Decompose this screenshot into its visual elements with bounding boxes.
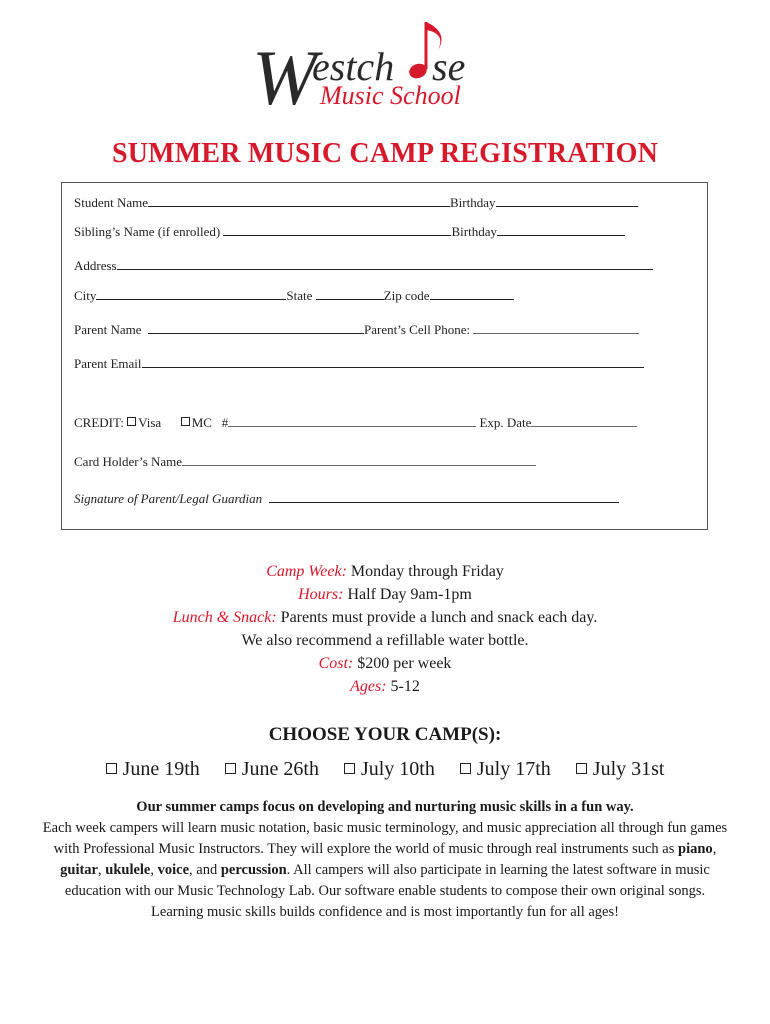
logo-w: W — [252, 34, 317, 112]
week-checkbox[interactable] — [344, 763, 355, 774]
logo-subtitle: Music School — [320, 81, 461, 110]
signature-label: Signature of Parent/Legal Guardian — [74, 491, 263, 506]
cost-label: Cost: — [318, 655, 354, 672]
instrument-voice: voice — [157, 862, 190, 878]
city-row — [74, 288, 514, 304]
camp-description — [40, 797, 730, 923]
zip-field[interactable] — [430, 288, 514, 300]
separator: , — [712, 841, 717, 857]
exp-date-label: Exp. Date — [479, 415, 532, 430]
credit-label: CREDIT: — [74, 415, 124, 430]
lunch-line — [0, 606, 770, 629]
choose-heading: CHOOSE YOUR CAMP(S): — [268, 724, 502, 745]
school-logo — [250, 12, 500, 112]
week-option[interactable] — [576, 758, 665, 781]
hours-label: Hours: — [298, 586, 344, 603]
parent-email-label: Parent Email — [74, 356, 142, 371]
camp-week-label: Camp Week: — [266, 563, 347, 580]
logo-graphic — [250, 12, 500, 112]
ages-value: 5-12 — [390, 678, 420, 695]
hours-value: Half Day 9am-1pm — [347, 586, 472, 603]
week-label: July 10th — [360, 758, 435, 780]
ages-label: Ages: — [350, 678, 387, 695]
state-field[interactable] — [316, 288, 384, 300]
signature-row — [74, 491, 619, 507]
description-body — [40, 818, 730, 923]
signature-field[interactable] — [269, 491, 619, 503]
week-options — [0, 758, 770, 781]
city-field[interactable] — [96, 288, 286, 300]
parent-cell-field[interactable] — [473, 322, 639, 334]
page-title: SUMMER MUSIC CAMP REGISTRATION — [111, 138, 659, 169]
birthday-label: Birthday — [450, 195, 496, 210]
birthday-field[interactable] — [496, 195, 638, 207]
week-checkbox[interactable] — [460, 763, 471, 774]
mc-label: MC — [191, 415, 212, 430]
lunch-label: Lunch & Snack: — [172, 609, 277, 626]
description-headline: Our summer camps focus on developing and nurturing music skills in a fun way. — [136, 799, 634, 815]
card-number-field[interactable] — [228, 415, 476, 427]
sibling-name-label: Sibling’s Name (if enrolled) — [74, 224, 221, 239]
registration-form — [61, 182, 708, 530]
instrument-ukulele: ukulele — [105, 862, 151, 878]
bottle-line: We also recommend a refillable water bottle. — [241, 632, 529, 649]
state-label: State — [286, 288, 313, 303]
hours-line — [0, 583, 770, 606]
week-checkbox[interactable] — [576, 763, 587, 774]
lunch-value: Parents must provide a lunch and snack each day. — [280, 609, 598, 626]
student-name-field[interactable] — [148, 195, 450, 207]
visa-checkbox[interactable] — [127, 417, 136, 426]
week-option[interactable] — [344, 758, 435, 781]
cost-line — [0, 652, 770, 675]
week-label: July 31st — [592, 758, 665, 780]
zip-label: Zip code — [383, 288, 430, 303]
parent-email-field[interactable] — [142, 356, 644, 368]
separator: , — [98, 862, 106, 878]
sibling-birthday-label: Birthday — [451, 224, 497, 239]
card-holder-field[interactable] — [182, 454, 536, 466]
logo-word-part2: se — [432, 44, 466, 89]
parent-name-field[interactable] — [148, 322, 364, 334]
camp-week-line — [0, 560, 770, 583]
camp-week-value: Monday through Friday — [350, 563, 504, 580]
student-row — [74, 195, 638, 211]
instrument-percussion: percussion — [220, 862, 287, 878]
card-holder-label: Card Holder’s Name — [74, 454, 183, 469]
week-label: June 26th — [241, 758, 319, 780]
week-option[interactable] — [225, 758, 319, 781]
week-option[interactable] — [460, 758, 551, 781]
card-number-label: # — [221, 415, 229, 430]
city-label: City — [74, 288, 97, 303]
parent-cell-label: Parent’s Cell Phone: — [364, 322, 471, 337]
separator: , and — [189, 862, 221, 878]
card-holder-row — [74, 454, 536, 470]
camp-details — [0, 560, 770, 698]
sibling-name-field[interactable] — [223, 224, 451, 236]
ages-line — [0, 675, 770, 698]
credit-row — [74, 415, 637, 431]
separator: , — [150, 862, 158, 878]
address-field[interactable] — [117, 258, 653, 270]
sibling-row — [74, 224, 625, 240]
logo-word-part1: estch — [312, 44, 395, 89]
parent-name-label: Parent Name — [74, 322, 142, 337]
instrument-guitar: guitar — [60, 862, 98, 878]
parent-row — [74, 322, 639, 338]
mc-checkbox[interactable] — [181, 417, 190, 426]
sibling-birthday-field[interactable] — [497, 224, 625, 236]
student-name-label: Student Name — [74, 195, 149, 210]
week-label: June 19th — [122, 758, 200, 780]
address-label: Address — [74, 258, 117, 273]
week-option[interactable] — [106, 758, 200, 781]
instrument-piano: piano — [678, 841, 713, 857]
week-label: July 17th — [476, 758, 551, 780]
week-checkbox[interactable] — [106, 763, 117, 774]
description-text: Each week campers will learn music notation, basic music terminology, and music appreciation all through fun games with Professional Music Instructors. They will explore the world of music through real instruments such as — [42, 820, 728, 857]
description-text-end: . All campers will also participate in learning the latest software in music education with our Music Technology Lab. Our software enable students to compose their own original songs. Learning music skills builds confidence and is most importantly fun for all ages! — [64, 862, 710, 920]
visa-label: Visa — [138, 415, 162, 430]
week-checkbox[interactable] — [225, 763, 236, 774]
email-row — [74, 356, 644, 372]
address-row — [74, 258, 653, 274]
exp-date-field[interactable] — [531, 415, 637, 427]
cost-value: $200 per week — [357, 655, 452, 672]
